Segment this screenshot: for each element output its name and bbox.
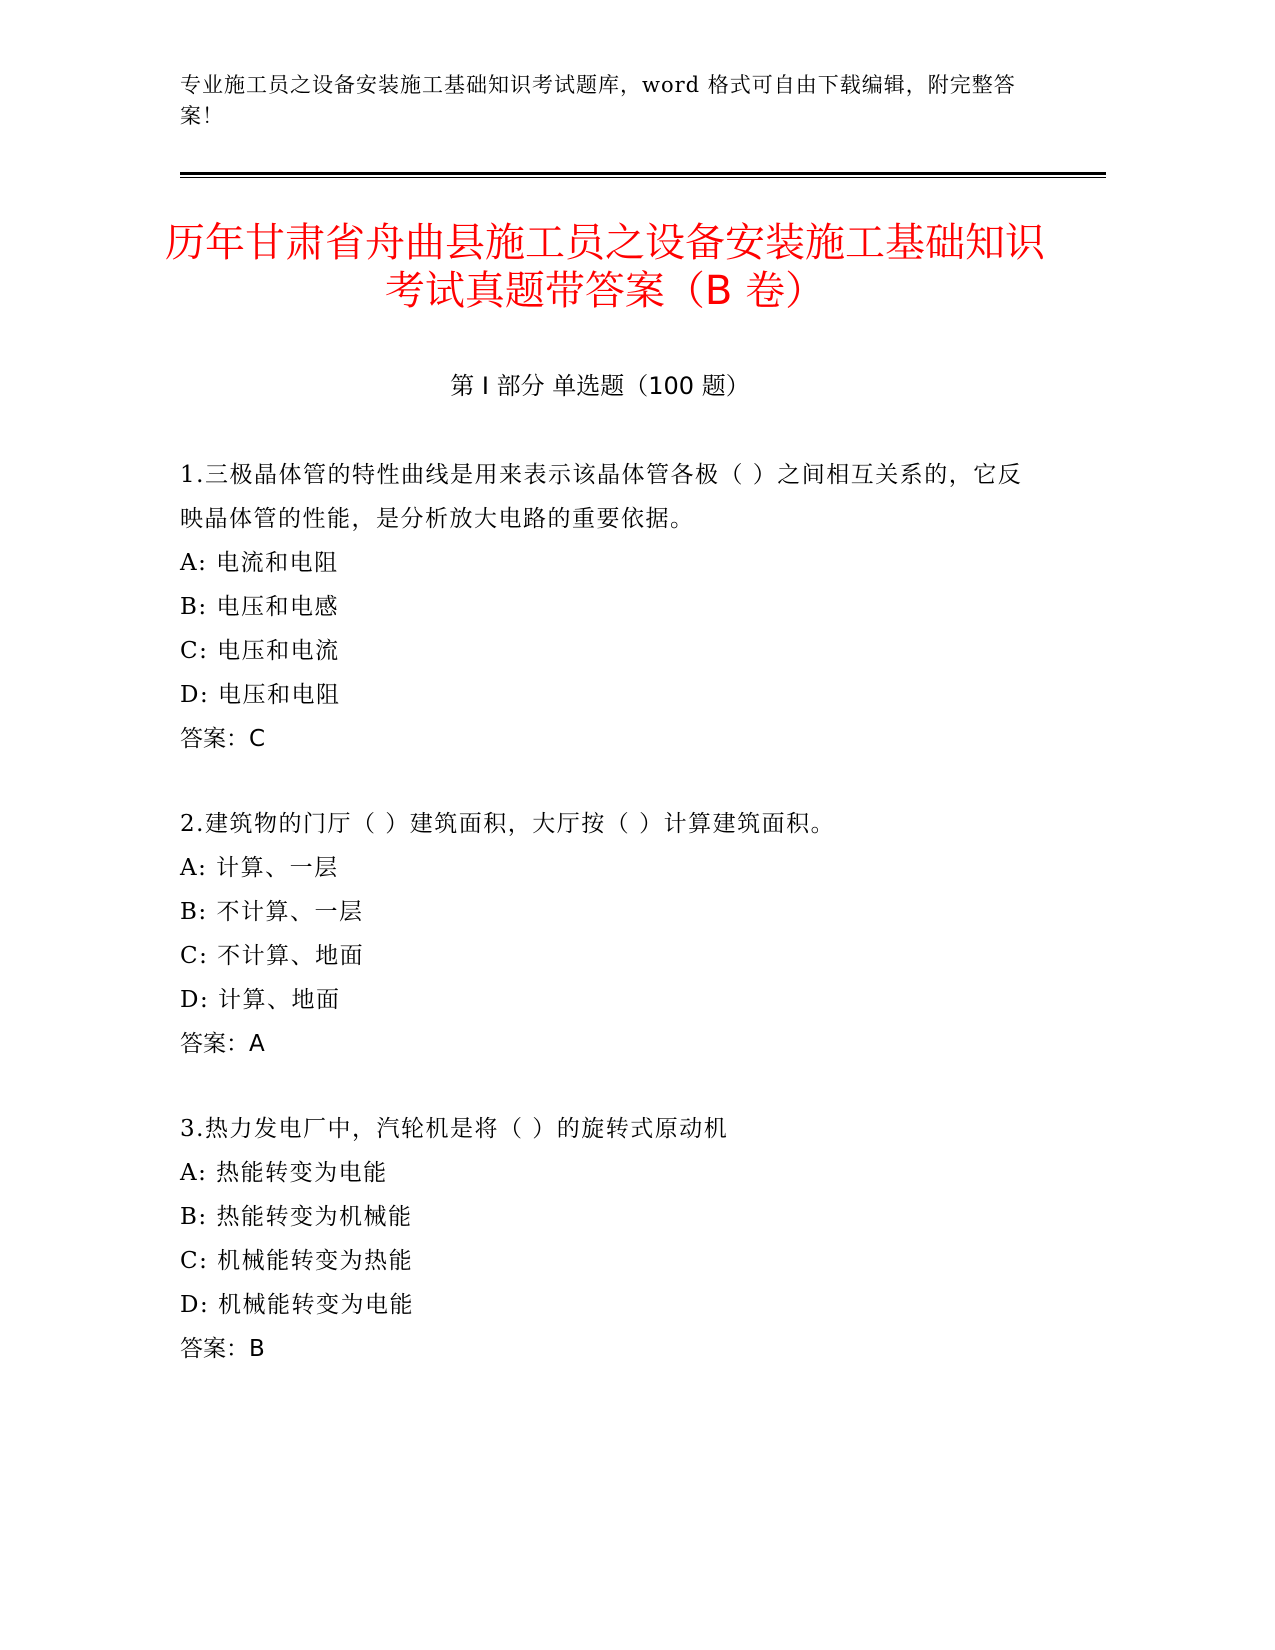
document-title: 历年甘肃省舟曲县施工员之设备安装施工基础知识考试真题带答案（B 卷） — [165, 220, 1045, 314]
option-c: C: 不计算、地面 — [180, 943, 365, 969]
question-stem: 1.三极晶体管的特性曲线是用来表示该晶体管各极（ ）之间相互关系的，它反映晶体管的性能，是分析放大电路的重要依据。 — [180, 462, 1023, 532]
option-a: A: 电流和电阻 — [180, 550, 339, 576]
answer: 答案：C — [180, 726, 266, 752]
header-rule-thin — [180, 177, 1106, 178]
header-note: 专业施工员之设备安装施工基础知识考试题库，word 格式可自由下载编辑，附完整答案！ — [180, 73, 1016, 128]
answer: 答案：B — [180, 1336, 265, 1362]
option-d: D: 机械能转变为电能 — [180, 1292, 415, 1318]
header-rule-thick — [180, 172, 1106, 175]
question-3 — [180, 1107, 1040, 1371]
option-d: D: 电压和电阻 — [180, 682, 341, 708]
section-title: 第 I 部分 单选题（100 题） — [450, 372, 750, 400]
option-c: C: 机械能转变为热能 — [180, 1248, 414, 1274]
question-2 — [180, 802, 1040, 1066]
option-b: B: 电压和电感 — [180, 594, 339, 620]
option-b: B: 热能转变为机械能 — [180, 1204, 413, 1230]
option-d: D: 计算、地面 — [180, 987, 341, 1013]
answer: 答案：A — [180, 1031, 265, 1057]
option-c: C: 电压和电流 — [180, 638, 340, 664]
option-a: A: 计算、一层 — [180, 855, 339, 881]
option-a: A: 热能转变为电能 — [180, 1160, 388, 1186]
option-b: B: 不计算、一层 — [180, 899, 364, 925]
question-stem: 3.热力发电厂中，汽轮机是将（ ）的旋转式原动机 — [180, 1116, 729, 1142]
question-1 — [180, 453, 1040, 761]
question-stem: 2.建筑物的门厅（ ）建筑面积，大厅按（ ）计算建筑面积。 — [180, 811, 836, 837]
